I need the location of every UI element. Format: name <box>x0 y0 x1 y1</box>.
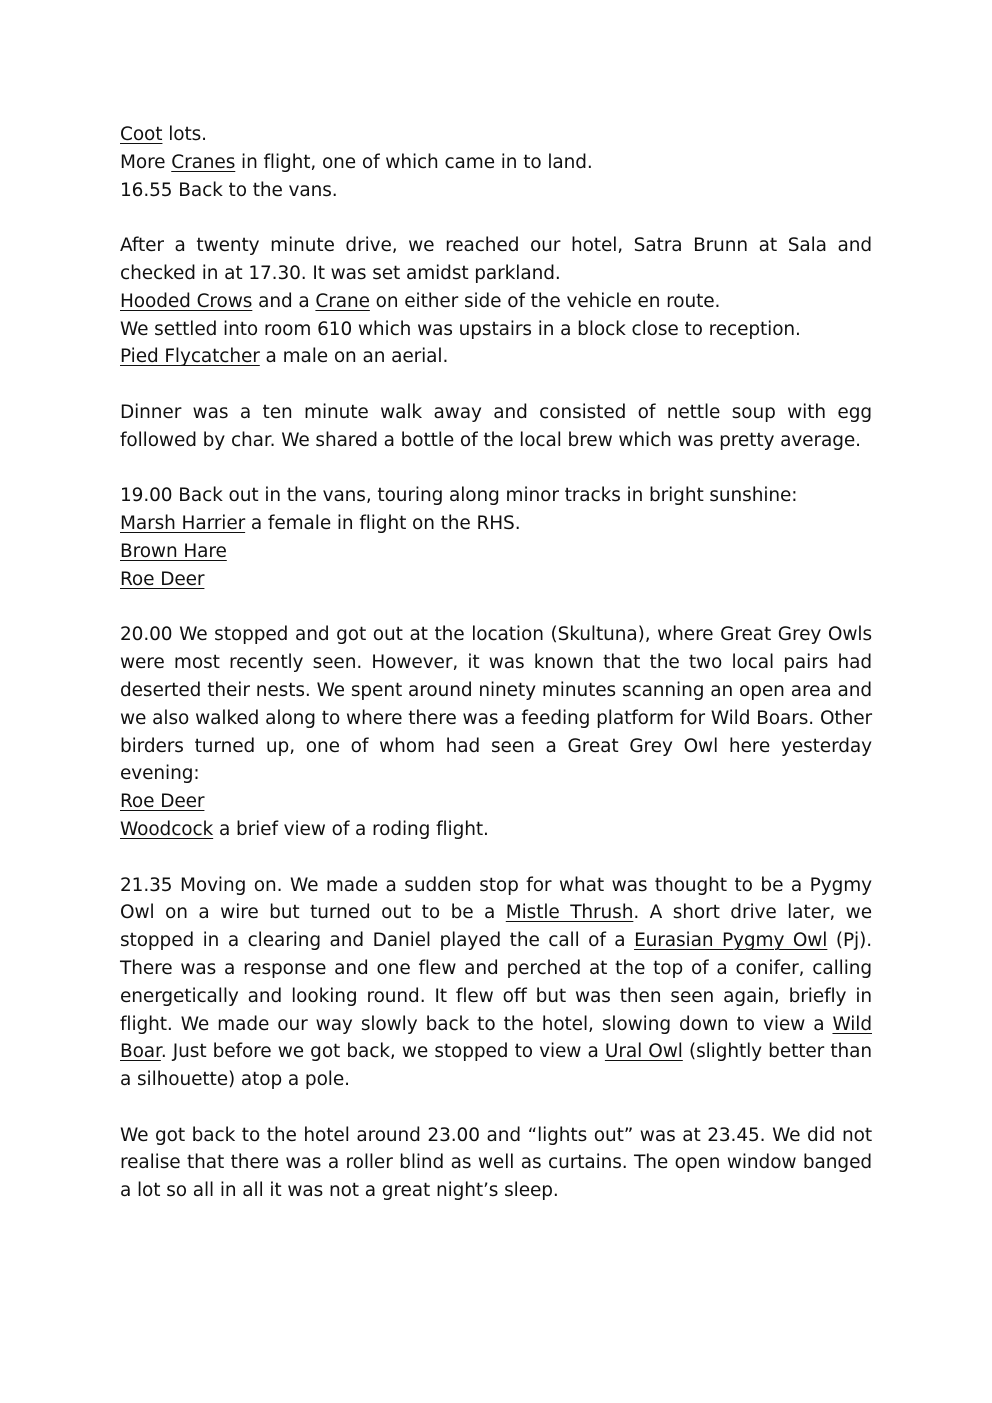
paragraph-hotel <box>120 232 872 371</box>
text-span: More <box>120 151 172 173</box>
text-block: 20.00 We stopped and got out at the location (Skultuna), where Great Grey Owls were most recently seen. However, it was known that the two local pairs had deserted their nests. We spent around ninety minutes scanning an open area and we also walked along to where there was a feeding platform for Wild Boars. Other birders turned up, one of whom had seen a Great Grey Owl here yesterday evening: <box>120 624 872 785</box>
species-name: Wild Boar <box>120 1013 872 1063</box>
text-span: lots. <box>162 124 207 145</box>
text-line <box>120 288 872 316</box>
text-span: (Pj). There was a response and one flew and perched at the top of a conifer, calling energetically and looking round. It flew off but was then seen again, briefly in flight. We made our way slowly back to the hotel, slowing down to view a <box>120 930 872 1035</box>
text-span: in flight, one of which came in to land. <box>235 151 593 173</box>
text-span: . Just before we got back, we stopped to view a <box>160 1041 605 1063</box>
text-line: 16.55 Back to the vans. <box>120 179 338 201</box>
species-name: Pied Flycatcher <box>120 346 260 368</box>
paragraph-evening-drive <box>120 482 872 593</box>
species-name: Crane <box>315 290 370 312</box>
text-span: a brief view of a roding flight. <box>213 818 489 840</box>
species-name: Brown Hare <box>120 540 227 562</box>
document-page <box>120 121 872 1233</box>
text-line <box>120 566 872 594</box>
text-line <box>120 121 872 149</box>
text-span: (slightly better than a silhouette) atop a pole. <box>120 1041 872 1091</box>
paragraph-pygmy-owl <box>120 872 872 1094</box>
text-span: a female in flight on the RHS. <box>245 513 521 535</box>
species-name: Eurasian Pygmy Owl <box>634 930 828 952</box>
text-line <box>120 510 872 538</box>
species-name: Roe Deer <box>120 791 205 813</box>
text-line: We settled into room 610 which was upstairs in a block close to reception. <box>120 318 801 340</box>
text-span: . A short drive later, we stopped in a clearing and Daniel played the call of a <box>120 902 872 952</box>
text-line <box>120 149 872 177</box>
text-span: and a <box>252 290 316 312</box>
paragraph-night: We got back to the hotel around 23.00 and “lights out” was at 23.45. We did not realise that there was a roller blind as well as curtains. The open window banged a lot so all in all it was not a great night’s sleep. <box>120 1124 872 1202</box>
text-line <box>120 343 872 371</box>
species-name: Cranes <box>171 151 236 173</box>
species-name: Roe Deer <box>120 568 205 590</box>
text-block: After a twenty minute drive, we reached our hotel, Satra Brunn at Sala and checked in at 17.30. It was set amidst parkland. <box>120 235 872 284</box>
species-name: Hooded Crows <box>120 290 253 312</box>
species-name: Mistle Thrush <box>505 902 634 924</box>
text-span: on either side of the vehicle en route. <box>369 290 721 312</box>
text-line <box>120 788 872 816</box>
paragraph-skultuna <box>120 621 872 843</box>
species-name: Woodcock <box>120 818 214 840</box>
text-line <box>120 816 872 844</box>
paragraph-dinner: Dinner was a ten minute walk away and consisted of nettle soup with egg followed by char. We shared a bottle of the local brew which was pretty average. <box>120 401 872 451</box>
species-name: Coot <box>120 124 163 145</box>
species-name: Ural Owl <box>604 1041 683 1063</box>
text-span: a male on an aerial. <box>259 346 449 368</box>
species-name: Marsh Harrier <box>120 513 246 535</box>
text-span: 21.35 Moving on. We made a sudden stop for what was thought to be a Pygmy Owl on a wire but turned out to be a <box>120 874 872 924</box>
paragraph-coot-cranes <box>120 121 872 204</box>
text-line: 19.00 Back out in the vans, touring along minor tracks in bright sunshine: <box>120 485 798 507</box>
text-line <box>120 538 872 566</box>
